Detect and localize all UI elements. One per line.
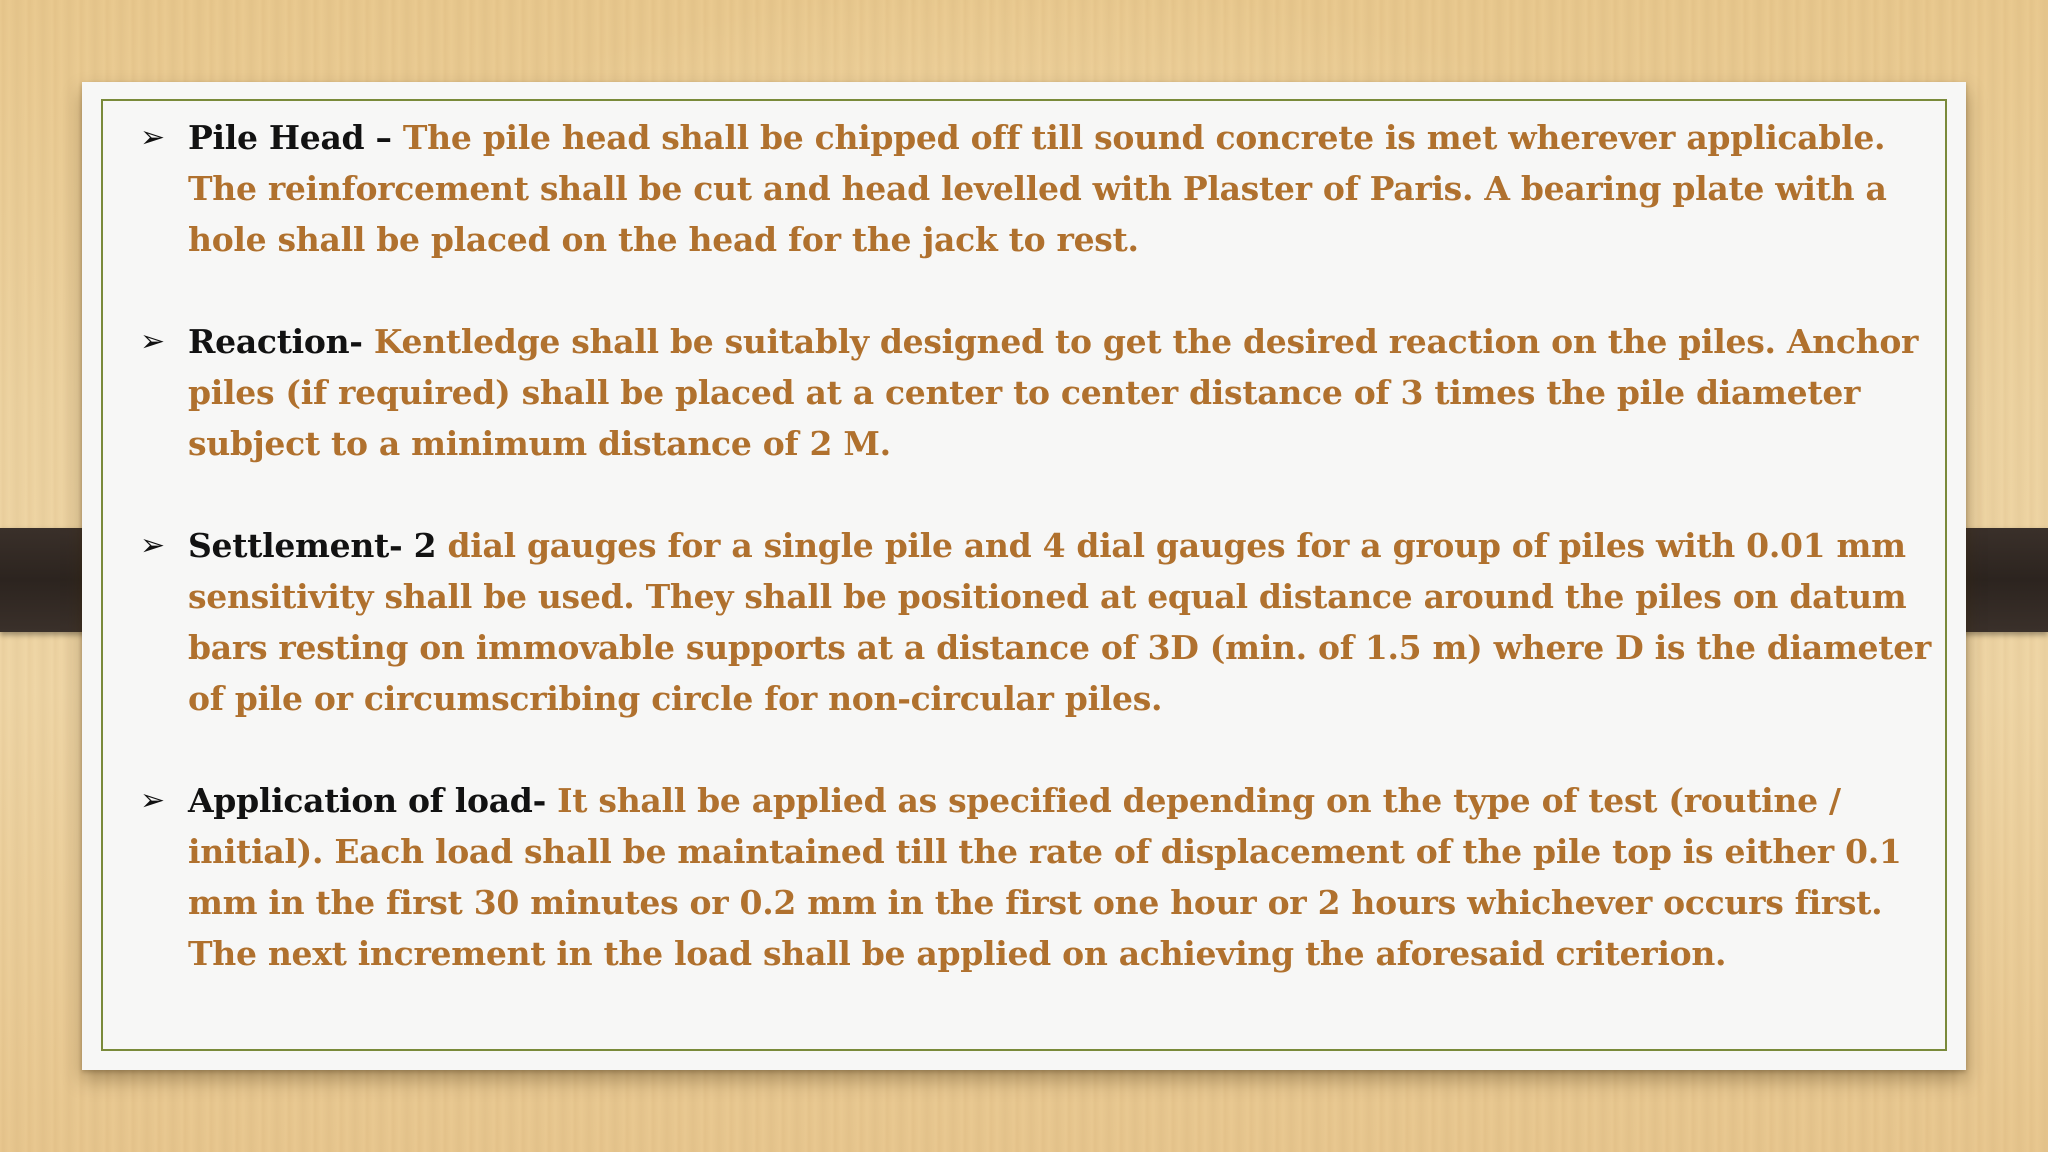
bullet-text <box>188 520 1936 724</box>
bullet-label: Settlement- 2 <box>188 526 448 565</box>
arrowhead-bullet-icon: ➢ <box>140 324 166 359</box>
bullet-text <box>188 775 1936 979</box>
bullet-text <box>188 316 1936 469</box>
bullet-reaction <box>140 316 1936 469</box>
arrowhead-bullet-icon: ➢ <box>140 783 166 818</box>
slide-card <box>82 82 1966 1070</box>
arrowhead-bullet-icon: ➢ <box>140 528 166 563</box>
bullet-pile-head <box>140 112 1936 265</box>
bullet-application-of-load <box>140 775 1936 979</box>
bullet-body: Kentledge shall be suitably designed to get the desired reaction on the piles. Anchor piles (if required) shall be placed at a center to center distance of 3 times the pile diameter subject to a minimum distance of 2 M. <box>188 322 1919 463</box>
bullet-list <box>140 112 1936 1030</box>
bullet-body: The pile head shall be chipped off till sound concrete is met wherever applicable. The reinforcement shall be cut and head levelled with Plaster of Paris. A bearing plate with a hole shall be placed on the head for the jack to rest. <box>188 118 1887 259</box>
arrowhead-bullet-icon: ➢ <box>140 120 166 155</box>
bullet-label: Reaction- <box>188 322 374 361</box>
bullet-body: dial gauges for a single pile and 4 dial gauges for a group of piles with 0.01 mm sensitivity shall be used. They shall be positioned at equal distance around the piles on datum bars resting on immovable supports at a distance of 3D (min. of 1.5 m) where D is the diameter of pile or circumscribing circle for non-circular piles. <box>188 526 1931 718</box>
bullet-label: Pile Head – <box>188 118 403 157</box>
bullet-label: Application of load- <box>188 781 558 820</box>
bullet-body: It shall be applied as specified depending on the type of test (routine / initial). Each load shall be maintained till the rate of displacement of the pile top is either 0.1 mm in the first 30 minutes or 0.2 mm in the first one hour or 2 hours whichever occurs first. The next increment in the load shall be applied on achieving the aforesaid criterion. <box>188 781 1902 973</box>
bullet-settlement <box>140 520 1936 724</box>
bullet-text <box>188 112 1936 265</box>
